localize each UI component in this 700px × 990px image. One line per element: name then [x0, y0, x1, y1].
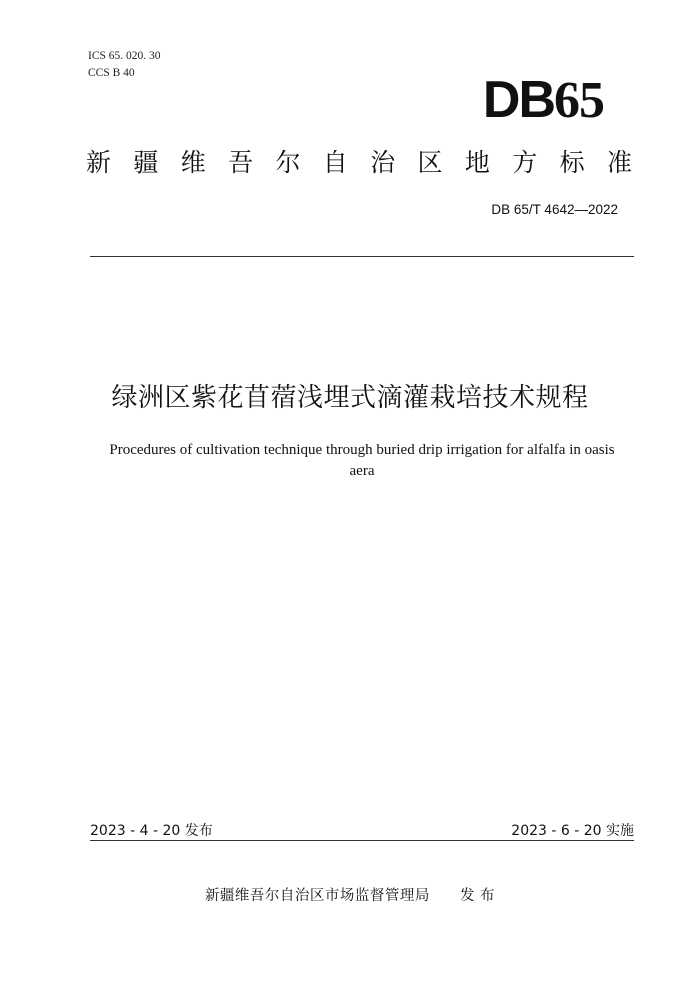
english-title-line: aera	[349, 463, 375, 479]
standard-type-char: 地	[464, 148, 490, 177]
english-title	[90, 440, 634, 482]
standard-type-char: 疆	[133, 148, 159, 177]
standard-type-char: 准	[606, 148, 632, 177]
bottom-divider	[90, 840, 634, 841]
standard-type-char: 吾	[228, 148, 254, 177]
english-title-line: Procedures of cultivation technique through buried drip irrigation for alfalfa in oasis	[109, 442, 615, 458]
db65-logo	[483, 72, 604, 129]
ics-code: ICS 65. 020. 30	[88, 50, 161, 62]
standard-type-heading	[86, 146, 632, 180]
logo-prefix: DB	[482, 71, 554, 129]
implementation-date: 2023 - 6 - 20 实施	[511, 823, 634, 839]
classification-codes	[88, 48, 161, 82]
standard-number: DB 65/T 4642—2022	[491, 202, 618, 217]
release-date: 2023 - 4 - 20 发布	[90, 823, 213, 839]
standard-type-char: 方	[512, 148, 538, 177]
issuer-action: 发 布	[459, 888, 496, 904]
standard-type-char: 维	[180, 148, 206, 177]
standard-type-char: 自	[322, 148, 348, 177]
top-divider	[90, 256, 634, 257]
chinese-title: 绿洲区紫花苜蓿浅埋式滴灌栽培技术规程	[111, 383, 589, 413]
standard-type-char: 治	[370, 148, 396, 177]
standard-type-char: 区	[417, 148, 443, 177]
standard-type-char: 标	[559, 148, 585, 177]
issuer-name: 新疆维吾尔自治区市场监督管理局	[204, 888, 430, 904]
standard-type-char: 新	[86, 148, 112, 177]
issuing-authority	[0, 884, 700, 905]
logo-number: 65	[554, 72, 604, 129]
ccs-code: CCS B 40	[88, 67, 135, 79]
standard-type-char: 尔	[275, 148, 301, 177]
